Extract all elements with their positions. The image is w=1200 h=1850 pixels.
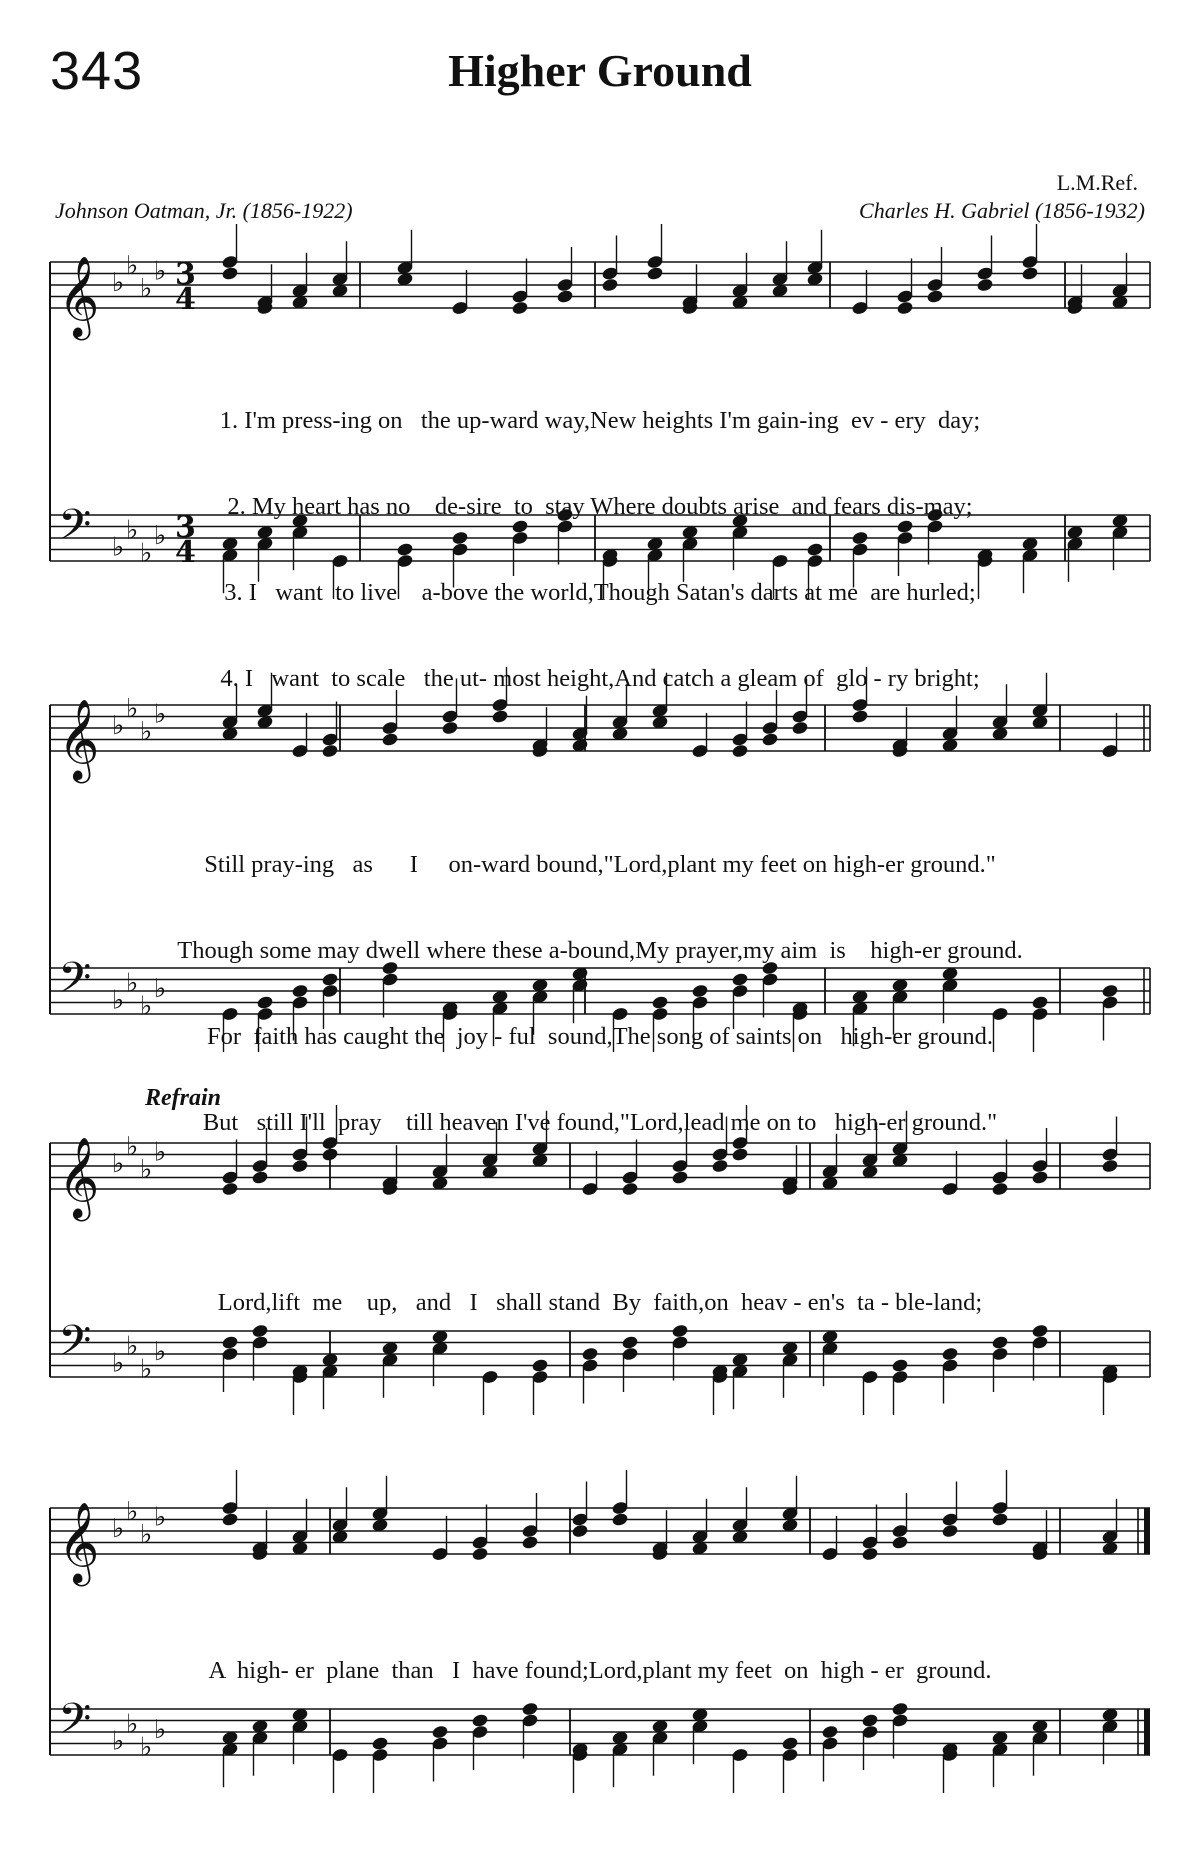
flat-icon: ♭	[140, 1732, 153, 1763]
note-head	[731, 743, 749, 758]
note-head	[221, 266, 239, 281]
treble-clef-icon: 𝄞	[58, 1136, 100, 1218]
flat-icon: ♭	[140, 538, 153, 569]
flat-icon: ♭	[126, 968, 139, 999]
lyric-line: 1. I'm press-ing on the up-ward way,New heights I'm gain-ing ev - ery day;	[219, 407, 981, 434]
note-head	[471, 1546, 489, 1561]
note-head	[791, 720, 809, 735]
flat-icon: ♭	[154, 1502, 167, 1533]
note-head	[251, 1170, 269, 1185]
flat-icon: ♭	[112, 985, 125, 1016]
note-head	[371, 1736, 389, 1751]
flat-icon: ♭	[126, 515, 139, 546]
note-head	[821, 1724, 839, 1739]
hymn-number: 343	[50, 41, 144, 101]
author-credit: Johnson Oatman, Jr. (1856-1922)	[55, 198, 353, 223]
note-head	[896, 300, 914, 315]
flat-icon: ♭	[154, 699, 167, 730]
flat-icon: ♭	[154, 1715, 167, 1745]
note-head	[441, 720, 459, 735]
lyrics-block-2	[0, 794, 1200, 1166]
lyric-line: Lord,lift me up, and I shall stand By faith,on heav - en's ta - ble-land;	[217, 1289, 983, 1316]
treble-clef-icon: 𝄞	[58, 698, 100, 780]
time-signature-denominator: 4	[175, 535, 196, 570]
flat-icon: ♭	[154, 1137, 167, 1168]
bass-clef-icon: 𝄢	[58, 1316, 92, 1377]
note-head	[671, 1170, 689, 1185]
note-head	[861, 1713, 879, 1728]
final-barline	[1144, 1508, 1150, 1554]
note-head	[521, 1535, 539, 1550]
time-signature-numerator: 3	[175, 257, 196, 292]
note-head	[611, 1512, 629, 1527]
bass-clef-icon: 𝄢	[58, 1694, 92, 1755]
flat-icon: ♭	[154, 256, 167, 287]
note-head	[926, 289, 944, 304]
flat-icon: ♭	[112, 268, 125, 298]
note-head	[861, 1546, 879, 1561]
flat-icon: ♭	[140, 1354, 153, 1385]
flat-icon: ♭	[112, 1514, 125, 1544]
lyrics-block-4	[0, 1600, 1200, 1714]
bass-clef-icon: 𝄢	[58, 500, 92, 561]
flat-icon: ♭	[112, 532, 125, 563]
time-signature-denominator: 4	[175, 282, 196, 317]
note-head	[1021, 266, 1039, 281]
flat-icon: ♭	[154, 521, 167, 551]
flat-icon: ♭	[140, 1519, 153, 1550]
note-head	[571, 1523, 589, 1538]
flat-icon: ♭	[154, 1337, 167, 1367]
note-head	[431, 1724, 449, 1739]
note-head	[581, 1346, 599, 1361]
lyric-line: A high- er plane than I have found;Lord,plant my feet on high - er ground.	[208, 1657, 992, 1684]
meter-label: L.M.Ref.	[1056, 170, 1138, 195]
note-head	[941, 1346, 959, 1361]
lyric-line: Though some may dwell where these a-bound,My prayer,my aim is high-er ground.	[177, 937, 1023, 964]
note-head	[761, 732, 779, 747]
note-head	[556, 289, 574, 304]
note-head	[891, 1358, 909, 1373]
flat-icon: ♭	[126, 1496, 139, 1527]
note-head	[991, 1181, 1009, 1196]
flat-icon: ♭	[112, 1348, 125, 1379]
hymn-title: Higher Ground	[448, 45, 752, 96]
note-head	[891, 1535, 909, 1550]
note-head	[781, 1736, 799, 1751]
note-head	[531, 1358, 549, 1373]
note-head	[221, 1512, 239, 1527]
refrain-label: Refrain	[145, 1085, 222, 1111]
flat-icon: ♭	[112, 1149, 125, 1179]
note-head	[1031, 1170, 1049, 1185]
note-head	[991, 1512, 1009, 1527]
note-head	[941, 1523, 959, 1538]
flat-icon: ♭	[126, 693, 139, 724]
lyrics-block-3	[0, 1232, 1200, 1346]
note-head	[511, 300, 529, 315]
note-head	[471, 1713, 489, 1728]
lyrics-block-1	[0, 350, 1200, 722]
flat-icon: ♭	[112, 711, 125, 741]
flat-icon: ♭	[112, 1726, 125, 1757]
composer-credit: Charles H. Gabriel (1856-1932)	[859, 198, 1145, 223]
flat-icon: ♭	[140, 1154, 153, 1185]
lyric-line: For faith has caught the joy - ful sound,The song of saints on high-er ground.	[207, 1023, 993, 1050]
flat-icon: ♭	[126, 250, 139, 281]
flat-icon: ♭	[126, 1709, 139, 1740]
note-head	[621, 1181, 639, 1196]
note-head	[601, 277, 619, 292]
lyric-line: 4. I want to scale the ut- most height,And catch a gleam of glo - ry bright;	[220, 665, 980, 692]
flat-icon: ♭	[140, 273, 153, 304]
treble-clef-icon: 𝄞	[58, 255, 100, 337]
note-head	[381, 732, 399, 747]
lyric-line: 3. I want to live a-bove the world,Though Satan's darts at me are hurled;	[224, 579, 976, 606]
lyric-line: Still pray-ing as I on-ward bound,"Lord,plant my feet on high-er ground."	[204, 851, 996, 878]
note-head	[221, 1181, 239, 1196]
flat-icon: ♭	[126, 1131, 139, 1162]
note-head	[321, 743, 339, 758]
final-barline	[1144, 1709, 1150, 1755]
flat-icon: ♭	[126, 1331, 139, 1362]
flat-icon: ♭	[140, 716, 153, 747]
flat-icon: ♭	[154, 974, 167, 1004]
flat-icon: ♭	[140, 991, 153, 1022]
note-head	[976, 277, 994, 292]
note-head	[646, 266, 664, 281]
time-signature-numerator: 3	[175, 510, 196, 545]
treble-clef-icon: 𝄞	[58, 1501, 100, 1583]
lyric-line: 2. My heart has no de-sire to stay Where doubts arise and fears dis-may;	[227, 493, 973, 520]
bass-clef-icon: 𝄢	[58, 953, 92, 1014]
lyric-line: But still I'll pray till heaven I've found,"Lord,lead me on to high-er ground."	[202, 1109, 998, 1136]
